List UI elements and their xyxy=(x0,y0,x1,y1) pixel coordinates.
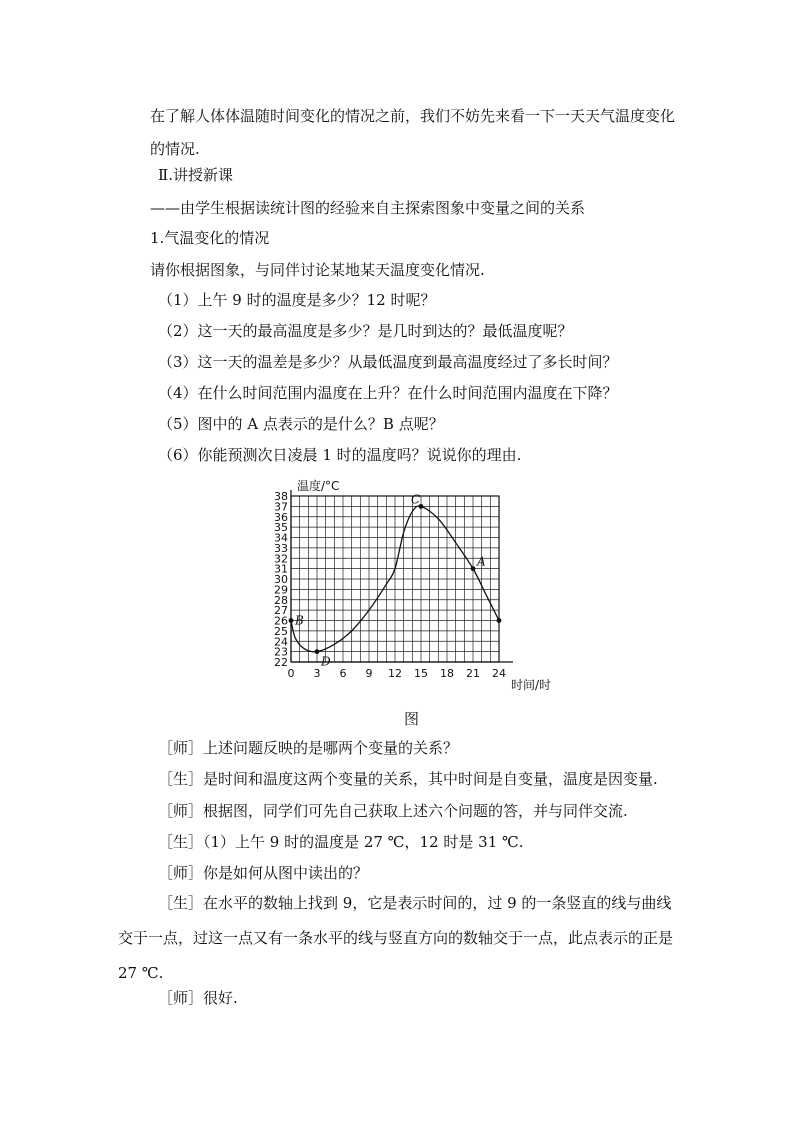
y-tick-label: 27 xyxy=(274,604,288,618)
x-tick-label: 0 xyxy=(287,667,295,680)
section-heading: Ⅱ.讲授新课 xyxy=(158,166,233,184)
y-axis-label: 温度/°C xyxy=(297,479,340,493)
x-tick-label: 18 xyxy=(440,667,454,680)
x-axis-label: 时间/时 xyxy=(511,678,552,692)
x-tick-label: 15 xyxy=(414,667,428,680)
intro-paragraph xyxy=(150,100,680,166)
question-5: （5）图中的 A 点表示的是什么？B 点呢？ xyxy=(158,415,444,433)
y-tick-label: 29 xyxy=(274,583,288,597)
question-4: （4）在什么时间范围内温度在上升？在什么时间范围内温度在下降？ xyxy=(158,384,618,402)
y-tick-label: 28 xyxy=(274,593,288,607)
x-tick-label: 21 xyxy=(466,667,480,680)
y-tick-label: 36 xyxy=(274,510,288,524)
chart-axes xyxy=(291,490,513,662)
y-tick-label: 24 xyxy=(274,635,288,649)
y-tick-label: 22 xyxy=(274,656,288,669)
point-label-d: D xyxy=(321,654,331,669)
question-3: （3）这一天的温差是多少？从最低温度到最高温度经过了多长时间？ xyxy=(158,353,618,371)
y-tick-label: 30 xyxy=(274,573,288,586)
x-tick-label: 6 xyxy=(339,667,347,680)
intro-text: 在了解人体体温随时间变化的情况之前，我们不妨先来看一下一天天气温度变化的情况. xyxy=(150,107,676,158)
y-tick-label: 23 xyxy=(274,645,288,659)
dialogue-2: ［生］是时间和温度这两个变量的关系，其中时间是自变量，温度是因变量. xyxy=(158,770,658,788)
x-tick-label: 3 xyxy=(313,667,321,680)
y-tick-label: 32 xyxy=(274,552,288,566)
data-point xyxy=(471,566,476,571)
section-subtitle: ——由学生根据读统计图的经验来自主探索图象中变量之间的关系 xyxy=(150,199,586,217)
dialogue-4: ［生］（1）上午 9 时的温度是 27 ℃，12 时是 31 ℃. xyxy=(158,833,524,851)
y-tick-label: 31 xyxy=(274,562,288,576)
y-tick-label: 38 xyxy=(274,490,288,503)
x-tick-label: 9 xyxy=(365,667,373,680)
data-point xyxy=(315,649,320,654)
y-tick-label: 35 xyxy=(274,521,288,535)
instruction-text: 请你根据图象，与同伴讨论某地某天温度变化情况. xyxy=(150,261,485,279)
point-label-c: C xyxy=(411,492,421,507)
dialogue-6: ［生］在水平的数轴上找到 9，它是表示时间的，过 9 的一条竖直的线与曲线交于一点，过这一点又有一条水平的线与竖直方向的数轴交于一点，此点表示的正是 27 ℃. xyxy=(118,894,674,982)
y-tick-label: 26 xyxy=(274,614,288,628)
chart-grid xyxy=(291,496,499,662)
figure-caption: 图 xyxy=(404,710,420,728)
temperature-chart xyxy=(265,478,565,698)
y-tick-label: 34 xyxy=(274,531,288,545)
question-1: （1）上午 9 时的温度是多少？12 时呢？ xyxy=(158,291,436,309)
y-tick-label: 25 xyxy=(274,624,288,638)
y-tick-label: 33 xyxy=(274,541,288,555)
topic-heading: 1.气温变化的情况 xyxy=(150,229,270,247)
dialogue-1: ［师］上述问题反映的是哪两个变量的关系？ xyxy=(158,739,459,757)
data-point xyxy=(289,618,294,623)
dialogue-3: ［师］根据图，同学们可先自己获取上述六个问题的答，并与同伴交流. xyxy=(158,802,628,820)
point-label-a: A xyxy=(477,554,486,569)
x-tick-label: 24 xyxy=(492,667,506,680)
dialogue-5: ［师］你是如何从图中读出的？ xyxy=(158,864,369,882)
dialogue-7: ［师］很好. xyxy=(158,989,238,1007)
point-label-b: B xyxy=(295,613,304,628)
data-point xyxy=(497,618,502,623)
question-2: （2）这一天的最高温度是多少？是几时到达的？最低温度呢？ xyxy=(158,322,573,340)
x-tick-label: 12 xyxy=(388,667,402,680)
y-tick-label: 37 xyxy=(274,500,288,514)
question-6: （6）你能预测次日凌晨 1 时的温度吗？说说你的理由. xyxy=(158,446,522,464)
